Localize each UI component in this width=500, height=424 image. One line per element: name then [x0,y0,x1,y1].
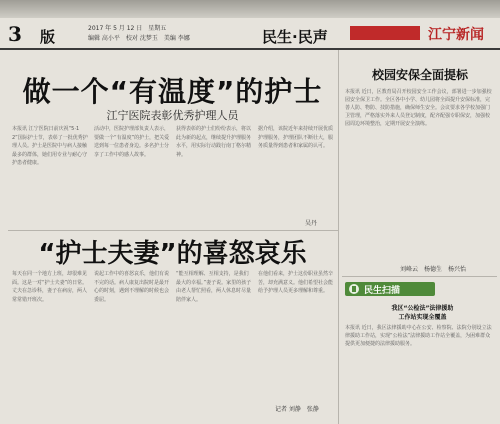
article2-column: 说起工作中的喜怒哀乐，他们有说不完的话。病人康复出院时是最开心的时刻，遇到不理解的时候也会委屈。 [94,271,170,303]
article2-headline: “护士夫妻”的喜怒哀乐 [38,239,307,269]
article1-byline: 吴丹 [305,220,318,227]
article1-column: 据介绍，该院近年来持续开展优质护理服务，护理团队不断壮大，服务质量得到患者和家属的认可。 [258,126,334,149]
sidebar-byline: 刘峰云 杨德生 杨兴怡 [400,266,467,273]
masthead [0,18,500,50]
editors-line: 编辑 高小平 校对 沈梦玉 美编 李娜 [88,35,190,42]
article1-subheadline: 江宁医院表彰优秀护理人员 [106,109,239,122]
sidebar-headline-2-line2: 工作站实现全覆盖 [398,314,447,321]
article-divider [8,230,338,231]
article1-body [12,125,334,225]
article2-byline: 记者 刘静 张静 [275,406,319,413]
sidebar-body: 本报讯 近日，区教育局召开校园安全工作会议，部署进一步加强校园安全保卫工作。全区各中小学、幼儿园将全面提升安保标准，完善人防、物防、技防措施，确保师生安全。会议要求各学校加强门卫管理，严格落实外来人员登记制度，配齐配强专职保安，加强校园周边环境整治，定期开展安全演练。 [345,89,492,127]
paper-logo: 江宁新闻 [428,27,484,43]
page-suffix: 版 [40,28,56,46]
section-title: 民生·民声 [262,28,328,46]
page-number: 3 [8,22,22,46]
page-edge-shadow [0,0,500,18]
article1-column: 本报讯 江宁医院日前庆祝“5·12”国际护士节，表彰了一批优秀护理人员。护士是医院中与病人接触最多的群体，她们用专业与耐心守护患者健康。 [12,126,88,166]
article2-column: “能互相理解、互相支持，是我们最大的幸福。”妻子说。家里的孩子由老人帮忙照看，两人休息时尽量陪伴家人。 [176,271,252,303]
masthead-red-bar [350,26,420,40]
article2-column: 在他们看来，护士这份职业虽然辛苦，却充满意义。他们希望社会能给予护理人员更多理解和尊重。 [258,271,334,294]
article1-column: 活动中，医院护理部负责人表示，要做一个“有温度”的护士，把关爱送到每一位患者身边。多名护士分享了工作中的感人故事。 [94,126,170,158]
sidebar-headline: 校园安保全面提标 [371,68,468,82]
sidebar-headline-2-line1: 我区“公检法”法律援助 [391,305,454,312]
sidebar-divider [342,276,497,277]
column-label: 民生扫描 [364,286,401,296]
article2-body [12,270,334,410]
article1-headline: 做一个“有温度”的护士 [22,75,323,108]
speech-bubble-icon [349,284,359,294]
article1-column: 获得表彰的护士们纷纷表示，将以此为新的起点，继续提升护理服务水平，用实际行动践行南丁格尔精神。 [176,126,252,158]
sidebar-body-2: 本报讯 近日，我区法律援助中心在公安、检察院、法院分别设立法律援助工作站，实现“公检法”法律援助工作站全覆盖，为困难群众提供更加便捷的法律援助服务。 [345,325,492,347]
issue-date: 2017 年 5 月 12 日 星期五 [88,25,167,32]
article2-column: 每天在同一个地方上班，却很难见面。这是一对“护士夫妻”的日常。丈夫在急诊科，妻子在病房，两人常常错开班次。 [12,271,88,303]
sidebar-headline-2 [350,304,495,322]
column-divider [338,50,339,424]
